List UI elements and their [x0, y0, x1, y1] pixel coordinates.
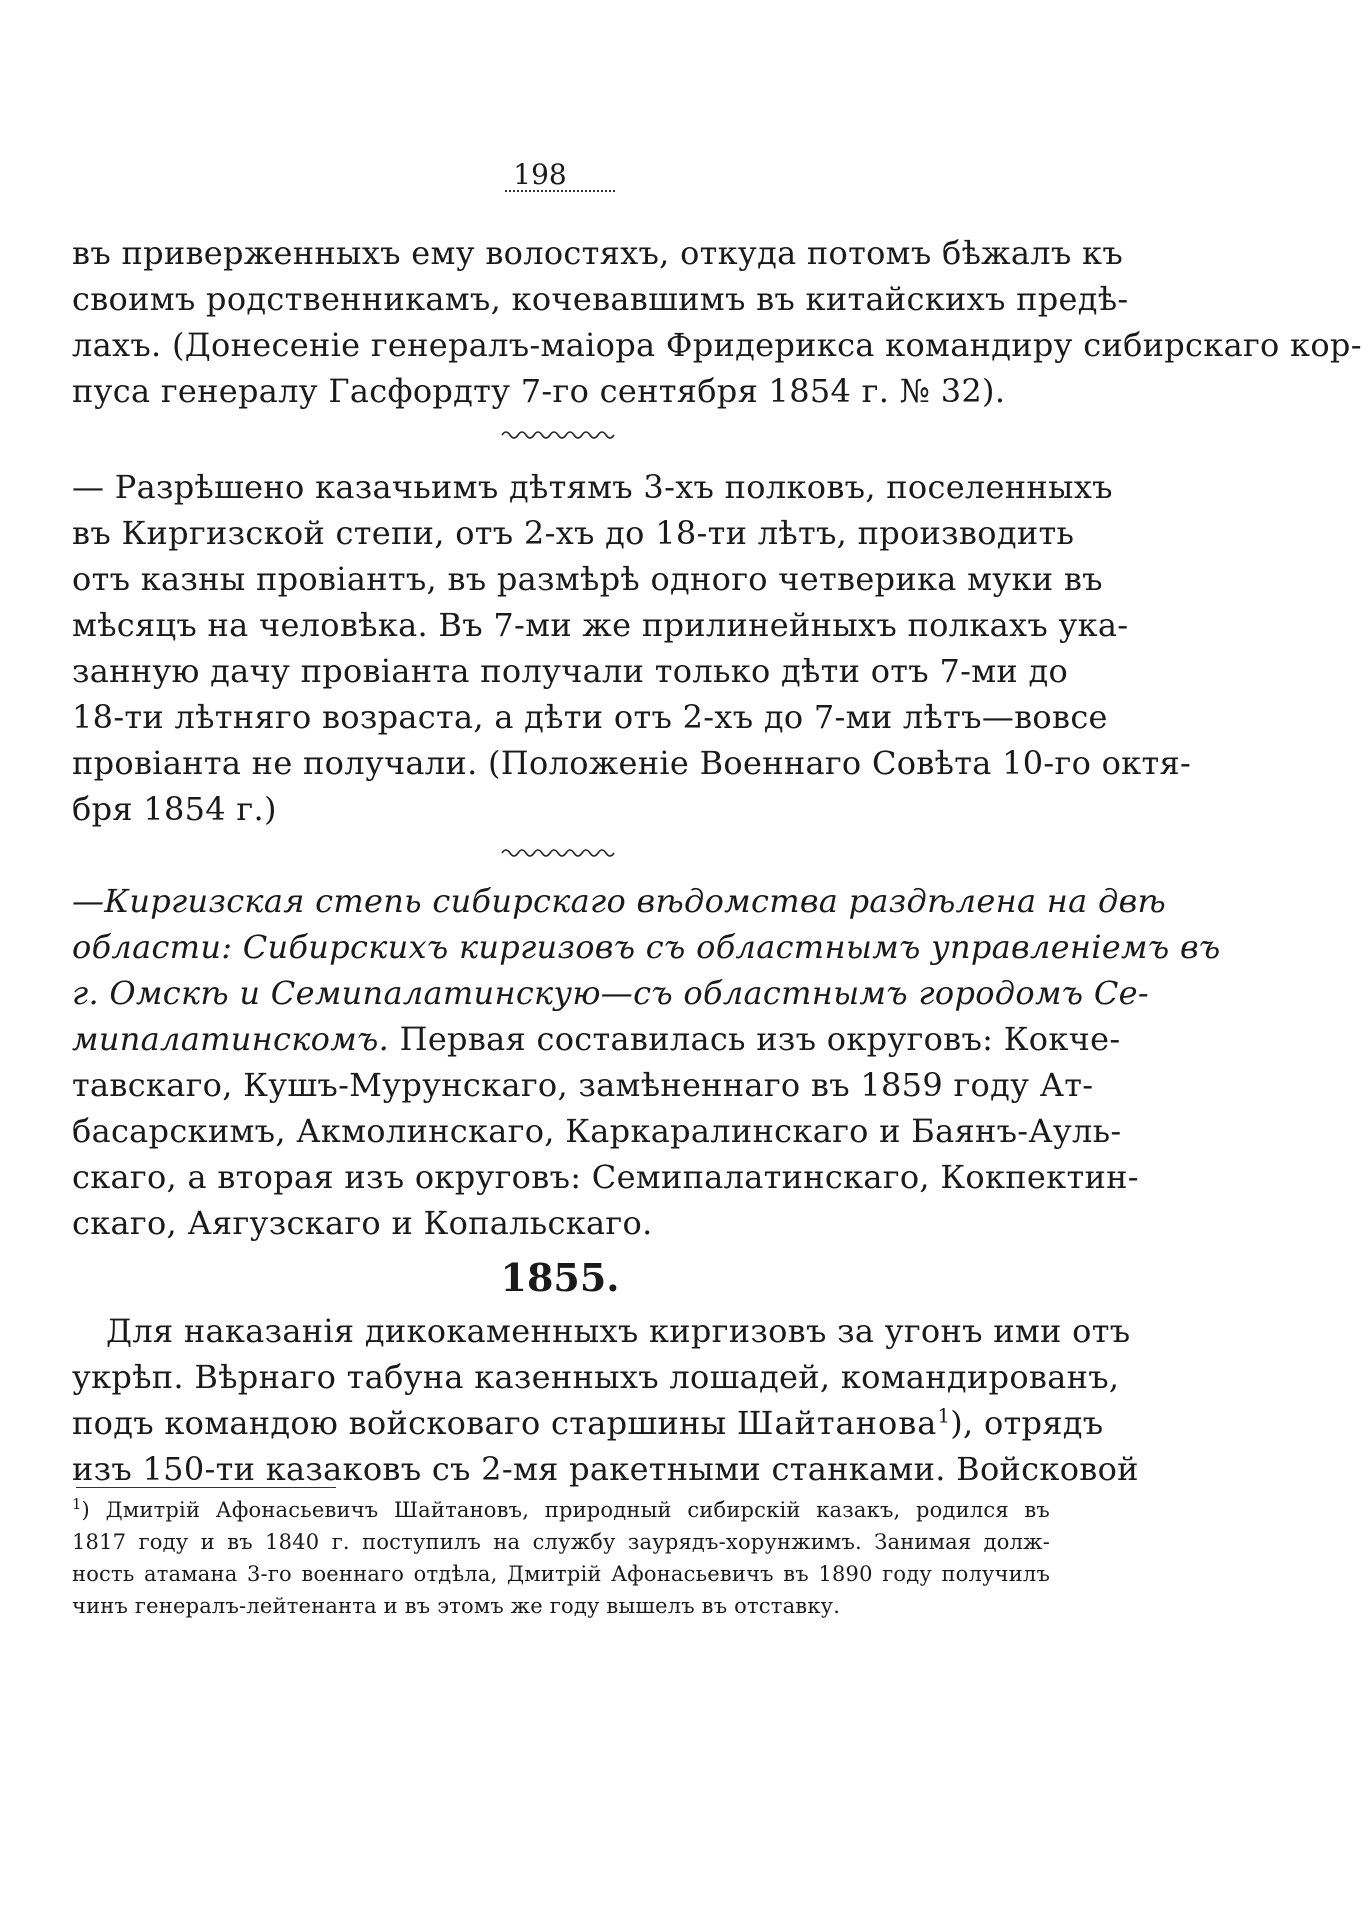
- text-line: своимъ родственникамъ, кочевавшимъ въ китайскихъ предѣ-: [72, 280, 1129, 318]
- page-number: 198: [513, 158, 567, 191]
- text-line: пуса генералу Гасфордту 7-го сентября 1854 г. № 32).: [72, 372, 1006, 410]
- italic-text-line: —Киргизская степь сибирскаго вѣдомства раздѣлена на двѣ: [72, 882, 1167, 920]
- footnote-line: ность атамана 3-го военнаго отдѣла, Дмитрій Афонасьевичъ въ 1890 году получилъ: [72, 1562, 1050, 1586]
- text-line: занную дачу провіанта получали только дѣти отъ 7-ми до: [72, 652, 1069, 690]
- text-line: [72, 1400, 1104, 1446]
- text-line: лахъ. (Донесеніе генералъ-маіора Фридерикса командиру сибирскаго кор-: [72, 326, 1362, 364]
- text-line: въ Киргизской степи, отъ 2-хъ до 18-ти лѣтъ, производить: [72, 514, 1075, 552]
- text-line: бря 1854 г.): [72, 790, 277, 828]
- section-divider-wave: [500, 428, 616, 442]
- text-line: въ приверженныхъ ему волостяхъ, откуда потомъ бѣжалъ къ: [72, 234, 1123, 272]
- surname: Шайтанова: [736, 1404, 938, 1442]
- page-number-dots: [505, 190, 615, 192]
- section-divider-wave: [500, 846, 616, 860]
- text-line: мѣсяцъ на человѣка. Въ 7-ми же прилинейныхъ полкахъ ука-: [72, 606, 1129, 644]
- text-run: Первая составилась изъ округовъ: Кокче-: [389, 1020, 1121, 1058]
- text-line: провіанта не получали. (Положеніе Военнаго Совѣта 10-го октя-: [72, 744, 1192, 782]
- text-line: [72, 1016, 1121, 1062]
- year-heading: 1855.: [500, 1255, 620, 1300]
- footnote-marker: 1: [72, 1496, 82, 1513]
- text-line: скаго, Аягузскаго и Копальскаго.: [72, 1204, 653, 1242]
- text-run: ), отрядъ: [950, 1404, 1104, 1442]
- italic-text-line: области: Сибирскихъ киргизовъ съ областнымъ управленіемъ въ: [72, 928, 1221, 966]
- text-line: басарскимъ, Акмолинскаго, Каркаралинскаго и Баянъ-Ауль-: [72, 1112, 1122, 1150]
- footnote-line: 1817 году и въ 1840 г. поступилъ на службу заурядъ-хорунжимъ. Занимая долж-: [72, 1530, 1050, 1554]
- footnote-rule: [76, 1487, 336, 1488]
- text-line: Для наказанія дикокаменныхъ киргизовъ за угонъ ими отъ: [106, 1312, 1131, 1350]
- footnote-line: [72, 1494, 1050, 1526]
- text-line: изъ 150-ти казаковъ съ 2-мя ракетными станками. Войсковой: [72, 1450, 1139, 1488]
- text-line: тавскаго, Кушъ-Мурунскаго, замѣненнаго въ 1859 году Ат-: [72, 1066, 1094, 1104]
- italic-word: мипалатинскомъ.: [72, 1020, 390, 1058]
- text-run: подъ командою войсковаго старшины: [72, 1404, 737, 1442]
- text-line: укрѣп. Вѣрнаго табуна казенныхъ лошадей, командированъ,: [72, 1358, 1120, 1396]
- text-line: 18-ти лѣтняго возраста, а дѣти отъ 2-хъ до 7-ми лѣтъ—вовсе: [72, 698, 1108, 736]
- text-line: — Разрѣшено казачьимъ дѣтямъ 3-хъ полковъ, поселенныхъ: [72, 468, 1113, 506]
- footnote-ref[interactable]: 1: [937, 1404, 951, 1428]
- text-line: скаго, а вторая изъ округовъ: Семипалатинскаго, Кокпектин-: [72, 1158, 1139, 1196]
- footnote-line: чинъ генералъ-лейтенанта и въ этомъ же году вышелъ въ отставку.: [72, 1594, 841, 1618]
- text-run: ) Дмитрій Афонасьевичъ Шайтановъ, природный сибирскій казакъ, родился въ: [81, 1498, 1050, 1522]
- text-line: отъ казны провіантъ, въ размѣрѣ одного четверика муки въ: [72, 560, 1103, 598]
- italic-text-line: г. Омскѣ и Семипалатинскую—съ областнымъ городомъ Се-: [72, 974, 1150, 1012]
